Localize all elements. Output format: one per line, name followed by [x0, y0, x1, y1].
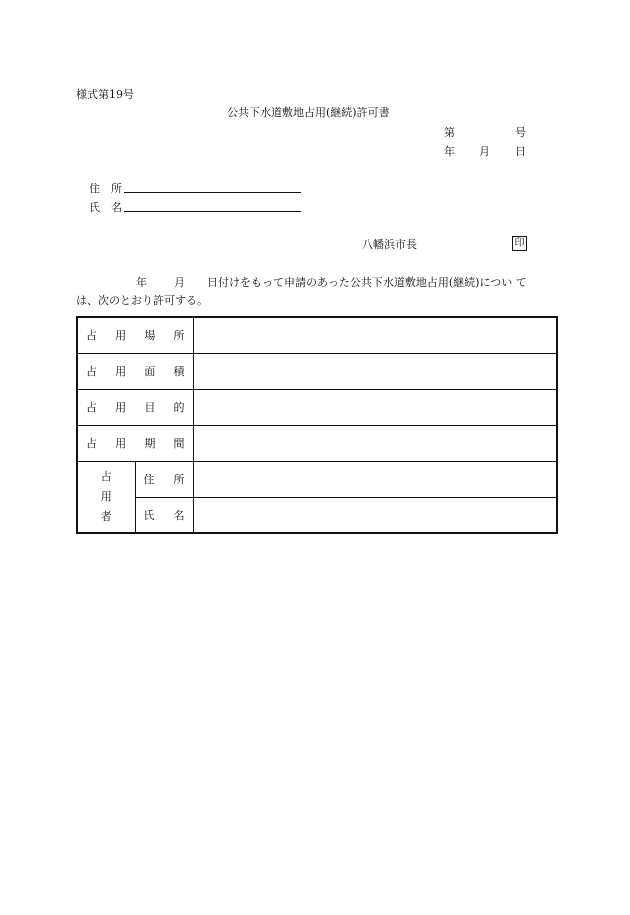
- row-label: 占 用 場 所: [77, 317, 193, 353]
- occupancy-place-value[interactable]: [193, 317, 557, 353]
- body-month: 月: [174, 276, 185, 289]
- table-row: [77, 353, 557, 389]
- date-month: 月: [479, 145, 490, 158]
- ref-go: 号: [515, 126, 526, 139]
- row-label: 占 用 目 的: [77, 389, 193, 425]
- table-row: [77, 317, 557, 353]
- occupant-label: 占 用 者: [77, 461, 135, 533]
- applicant-address-label: 住 所: [89, 182, 122, 195]
- occupant-address-value[interactable]: [193, 461, 557, 497]
- row-label: 占 用 期 間: [77, 425, 193, 461]
- issuer: 八幡浜市長: [362, 238, 417, 251]
- body-line-1: 日付けをもって申請のあった公共下水道敷地占用(継続)につい て: [207, 276, 527, 289]
- occupancy-period-value[interactable]: [193, 425, 557, 461]
- ref-dai: 第: [444, 126, 455, 139]
- date-day: 日: [515, 145, 526, 158]
- body-year: 年: [136, 276, 147, 289]
- table-row: [77, 425, 557, 461]
- occupant-address-label: 住 所: [135, 461, 193, 497]
- seal-stamp: 印: [512, 236, 527, 251]
- applicant-name-line[interactable]: [124, 211, 301, 212]
- permit-table: [76, 316, 558, 534]
- form-number: 様式第19号: [76, 88, 134, 101]
- row-label: 占 用 面 積: [77, 353, 193, 389]
- document-title: 公共下水道敷地占用(継続)許可書: [227, 106, 390, 119]
- applicant-address-line[interactable]: [124, 192, 301, 193]
- occupant-name-value[interactable]: [193, 497, 557, 533]
- occupancy-purpose-value[interactable]: [193, 389, 557, 425]
- table-row: [77, 497, 557, 533]
- table-row: [77, 389, 557, 425]
- applicant-name-label: 氏 名: [89, 201, 122, 214]
- occupancy-area-value[interactable]: [193, 353, 557, 389]
- body-line-2: は、次のとおり許可する。: [76, 294, 208, 307]
- table-row: [77, 461, 557, 497]
- occupant-name-label: 氏 名: [135, 497, 193, 533]
- date-year: 年: [444, 145, 455, 158]
